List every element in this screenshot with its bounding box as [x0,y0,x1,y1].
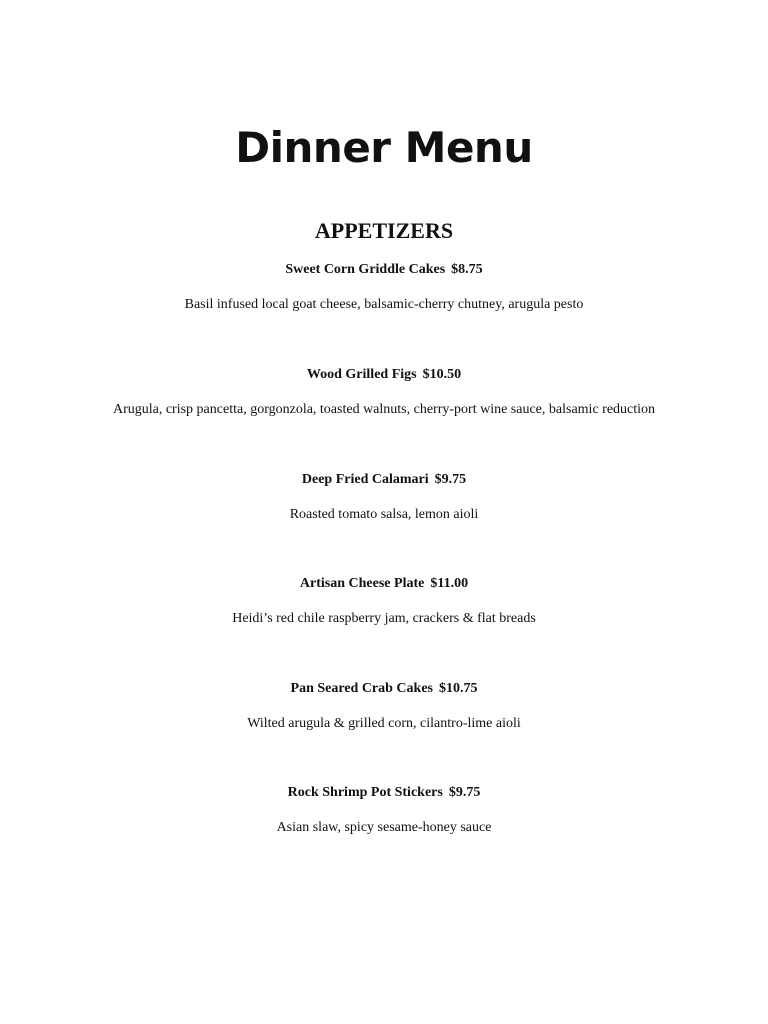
menu-item-header [0,471,768,489]
menu-item-header [0,366,768,384]
menu-item-price: $10.50 [422,367,462,382]
page-title: Dinner Menu [235,123,533,172]
menu-item-description: Roasted tomato salsa, lemon aioli [289,507,479,522]
menu-item-name: Pan Seared Crab Cakes [290,681,433,696]
menu-item-header [0,261,768,279]
menu-item-name: Rock Shrimp Pot Stickers [287,785,443,800]
menu-item [0,784,768,837]
menu-item-name: Sweet Corn Griddle Cakes [285,262,446,277]
menu-item-price: $9.75 [434,472,467,487]
menu-item [0,680,768,733]
menu-item-price: $8.75 [451,262,483,277]
menu-item-name: Artisan Cheese Plate [299,576,425,591]
menu-item [0,261,768,314]
menu-item-description: Arugula, crisp pancetta, gorgonzola, toasted walnuts, cherry-port wine sauce, balsamic reduction [112,402,656,417]
menu-item-header [0,575,768,593]
menu-item-name: Wood Grilled Figs [306,367,417,382]
menu-item [0,471,768,524]
section-heading-appetizers: APPETIZERS [314,218,454,243]
menu-item-price: $10.75 [438,681,478,696]
menu-item-header [0,680,768,698]
menu-item-description: Basil infused local goat cheese, balsamic-cherry chutney, arugula pesto [184,297,584,312]
menu-item-name: Deep Fried Calamari [301,472,429,487]
menu-item-header [0,784,768,802]
menu-item-description: Wilted arugula & grilled corn, cilantro-lime aioli [247,716,521,731]
menu-item-description: Asian slaw, spicy sesame-honey sauce [276,820,492,835]
menu-item-price: $11.00 [430,576,469,591]
menu-item-price: $9.75 [448,785,481,800]
menu-item [0,366,768,419]
menu-item-description: Heidi’s red chile raspberry jam, crackers & flat breads [232,611,536,626]
menu-item [0,575,768,628]
